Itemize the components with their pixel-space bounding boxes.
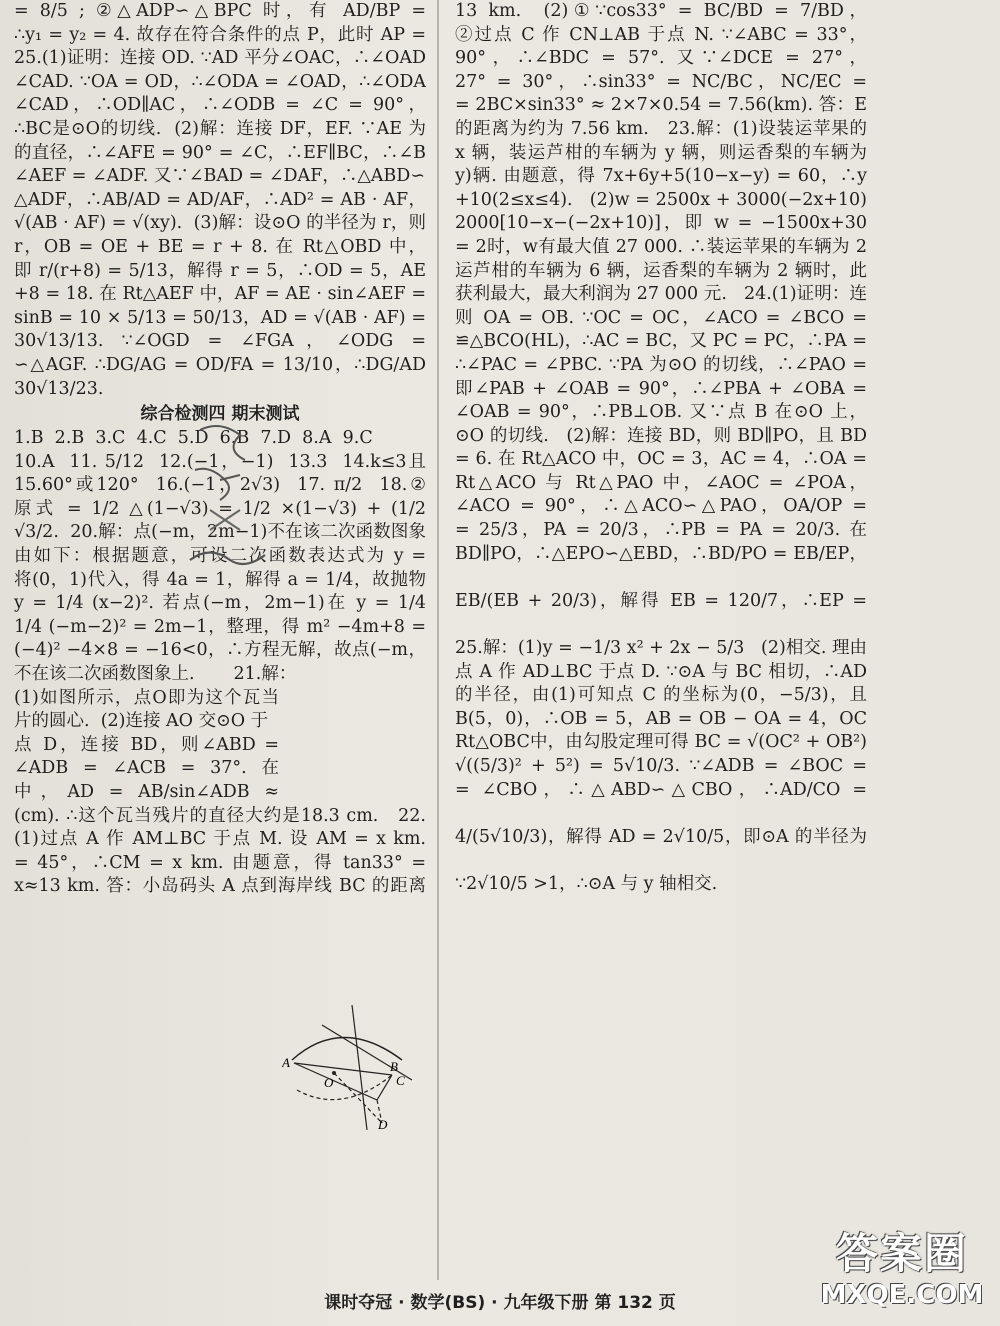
text-line: r，OB = OE + BE = r + 8. 在 Rt△OBD 中， — [14, 236, 426, 257]
text-line: = 6. 在 Rt△ACO 中，OC = 3，AC = 4，∴OA = — [455, 449, 867, 470]
text-line: Rt△OBC中，由勾股定理可得 BC = √(OC² + OB²) — [455, 732, 867, 753]
text-line: +8 = 18. 在 Rt△AEF 中，AF = AE · sin∠AEF = — [14, 284, 426, 305]
text-line — [455, 849, 867, 873]
text-line: x 辆，装运芦柑的车辆为 y 辆，则运香梨的车辆为 — [455, 142, 867, 163]
column-divider — [437, 0, 439, 1280]
text-line: = 2BC×sin33° ≈ 2×7×0.54 = 7.56(km). 答：E — [455, 95, 867, 116]
text-line: 30√13/13. ∵∠OGD = ∠FGA，∠ODG = — [14, 331, 426, 352]
text-line: ∴∠PAC = ∠PBC. ∵PA 为⊙O 的切线，∴∠PAO = — [455, 354, 867, 375]
text-line: = ∠CBO，∴△ABD∽△CBO，∴AD/CO = — [455, 779, 867, 800]
text-line: y = 1/4 (x−2)². 若点(−m，2m−1)在 y = 1/4 — [14, 593, 426, 614]
text-line: ∽△AGF. ∴DG/AG = OD/FA = 13/10，∴DG/AD — [14, 354, 426, 375]
figure-label: A — [282, 1055, 290, 1070]
text-line: 的距离为约为 7.56 km. 23.解：(1)设装运苹果的 — [455, 118, 867, 139]
figure-label: B — [390, 1059, 398, 1074]
text-line: sinB = 10 × 5/13 = 50/13，AD = √(AB · AF) = — [14, 307, 426, 328]
text-line: +10(2≤x≤4). (2)w = 2500x + 3000(−2x+10) — [455, 189, 867, 210]
text-line: ∠ADB = ∠ACB = 37°. 在 — [14, 758, 279, 779]
text-line: 的半径，由(1)可知点 C 的坐标为(0，−5/3)，且 — [455, 685, 867, 706]
text-line — [455, 802, 867, 826]
text-line: 即 r/(r+8) = 5/13，解得 r = 5，∴OD = 5，AE — [14, 260, 426, 281]
text-line: 90°，∴∠BDC = 57°. 又∵∠DCE = 27°， — [455, 48, 867, 69]
site-watermark — [812, 1228, 992, 1323]
text-line: 即∠PAB + ∠OAB = 90°，∴∠PBA + ∠OBA = — [455, 378, 867, 399]
text-line: 10.A 11. 5/12 12.(−1，−1) 13.3 14.k≤3且 — [14, 451, 426, 472]
text-line: △ADF，∴AB/AD = AD/AF，∴AD² = AB · AF， — [14, 189, 426, 210]
text-line: 点 A 作 AD⊥BC 于点 D. ∵⊙A 与 BC 相切，∴AD — [455, 661, 867, 682]
text-line — [455, 566, 867, 590]
handwritten-scribble — [170, 410, 290, 590]
text-line: ∵2√10/5 >1，∴⊙A 与 y 轴相交. — [455, 873, 718, 894]
text-line: 获利最大，最大利润为 27 000 元. 24.(1)证明：连 — [455, 284, 867, 305]
text-line: ∠AEF = ∠ADF. 又∵∠BAD = ∠DAF，∴△ABD∽ — [14, 166, 425, 187]
text-line: 点 D，连接 BD，则∠ABD = — [14, 734, 279, 755]
text-line: = 2时，w有最大值 27 000. ∴装运苹果的车辆为 2 — [455, 236, 867, 257]
text-line: 2000[10−x−(−2x+10)]，即 w = −1500x+30 — [455, 213, 867, 234]
watermark-url: MXQE.COM — [820, 1280, 984, 1310]
text-line: 运芦柑的车辆为 6 辆，运香梨的车辆为 2 辆时，此 — [455, 260, 867, 281]
text-line: √((5/3)² + 5²) = 5√10/3. ∵∠ADB = ∠BOC = — [455, 756, 867, 776]
text-line: 1/4 (−m−2)² = 2m−1，整理，得 m² −4m+8 = — [14, 616, 426, 637]
text-line: x≈13 km. 答：小岛码头 A 点到海岸线 BC 的距离 — [14, 876, 426, 897]
text-line: ⊙O 的切线. (2)解：连接 BD，则 BD∥PO，且 BD — [455, 425, 867, 446]
text-line: 25.解：(1)y = −1/3 x² + 2x − 5/3 (2)相交. 理由 — [455, 638, 867, 659]
roof-tile-figure — [282, 1005, 422, 1130]
text-line: Rt△ACO 与 Rt△PAO 中，∠AOC = ∠POA， — [455, 472, 867, 493]
section-heading: 综合检测四 期末测试 — [140, 404, 300, 425]
text-line — [455, 613, 867, 637]
right-column — [455, 0, 867, 897]
text-line: 片的圆心. (2)连接 AO 交⊙O 于 — [14, 711, 269, 732]
text-line: 原式 = 1/2 △(1−√3) = 1/2 ×(1−√3) + (1/2 — [14, 498, 426, 519]
figure-label: D — [378, 1117, 388, 1130]
figure-label: O — [324, 1075, 334, 1090]
text-line: 则 OA = OB. ∵OC = OC，∠ACO = ∠BCO = — [455, 307, 867, 328]
text-line: 不在该二次函数图象上. 21.解： — [14, 664, 297, 685]
text-line: 的直径，∴∠AFE = 90° = ∠C，∴EF∥BC，∴∠B — [14, 142, 426, 163]
text-line: ∴BC是⊙O的切线. (2)解：连接 DF，EF. ∵AE 为 — [14, 118, 426, 139]
text-line: BD∥PO，∴△EPO∽△EBD，∴BD/PO = EB/EP， — [455, 543, 867, 564]
text-line: ≌△BCO(HL)，∴AC = BC，又 PC = PC，∴PA = — [455, 331, 867, 352]
figure-label: C — [396, 1073, 405, 1088]
text-line: = 25/3，PA = 20/3，∴PB = PA = 20/3. 在 — [455, 520, 867, 541]
text-line: y)辆. 由题意，得 7x+6y+5(10−x−y) = 60，∴y — [455, 166, 867, 187]
text-line: 4/(5√10/3)，解得 AD = 2√10/5，即⊙A 的半径为 — [455, 826, 867, 847]
text-line: ∠CAD. ∵OA = OD，∴∠ODA = ∠OAD，∴∠ODA — [14, 71, 426, 92]
text-line: (−4)² −4×8 = −16<0，∴方程无解，故点(−m， — [14, 640, 426, 661]
text-line: ②过点 C 作 CN⊥AB 于点 N. ∵∠ABC = 33°， — [455, 24, 867, 45]
text-line: 15.60°或120° 16.(−1，2√3) 17. π/2 18.② — [14, 475, 426, 496]
text-line: (cm). ∴这个瓦当残片的直径大约是18.3 cm. 22. — [14, 805, 426, 826]
page-footer: 课时夺冠 · 数学(BS) · 九年级下册 第 132 页 — [324, 1293, 676, 1313]
text-line: B(5，0)，∴OB = 5，AB = OB − OA = 4，OC — [455, 708, 867, 729]
text-line: 将(0，1)代入，得 4a = 1，解得 a = 1/4，故抛物 — [14, 569, 426, 590]
text-line: = 45°，∴CM = x km. 由题意，得 tan33° = — [14, 852, 426, 873]
text-line: ∴y₁ = y₂ = 4. 故存在符合条件的点 P，此时 AP = — [14, 24, 426, 45]
text-line: ∠OAB = 90°，∴PB⊥OB. 又∵点 B 在⊙O 上， — [455, 402, 867, 423]
text-line: 13 km. (2)①∵cos33° = BC/BD = 7/BD， — [455, 1, 867, 21]
text-line: √3/2. 20.解：点(−m，2m−1)不在该二次函数图象 — [14, 522, 426, 543]
text-line: (1)过点 A 作 AM⊥BC 于点 M. 设 AM = x km. — [14, 829, 426, 850]
text-line: 由如下：根据题意，可设二次函数表达式为 y = — [14, 546, 426, 567]
text-line: 30√13/23. — [14, 378, 104, 399]
text-line: 中，AD = AB/sin∠ADB ≈ — [14, 782, 279, 802]
text-line: EB/(EB + 20/3)，解得 EB = 120/7，∴EP = — [455, 590, 867, 611]
text-line: 27° = 30°，∴sin33° = NC/BC，NC/EC = — [455, 71, 867, 92]
text-line: ∠CAD，∴OD∥AC，∴∠ODB = ∠C = 90°， — [14, 95, 426, 116]
text-line: 1.B 2.B 3.C 4.C 5.D 6.B 7.D 8.A 9.C — [14, 428, 373, 449]
watermark-logo-text: 答案圈 — [835, 1229, 968, 1278]
text-line: ∠ACO = 90°，∴△ACO∽△PAO，OA/OP = — [455, 496, 867, 517]
text-line: √(AB · AF) = √(xy). (3)解：设⊙O 的半径为 r，则 — [14, 213, 426, 234]
text-line: (1)如图所示，点O即为这个瓦当 — [14, 687, 279, 708]
text-line: = 8/5 ; ②△ADP∽△BPC 时，有 AD/BP = — [14, 1, 426, 21]
text-line: 25.(1)证明：连接 OD. ∵AD 平分∠OAC，∴∠OAD — [14, 48, 426, 69]
